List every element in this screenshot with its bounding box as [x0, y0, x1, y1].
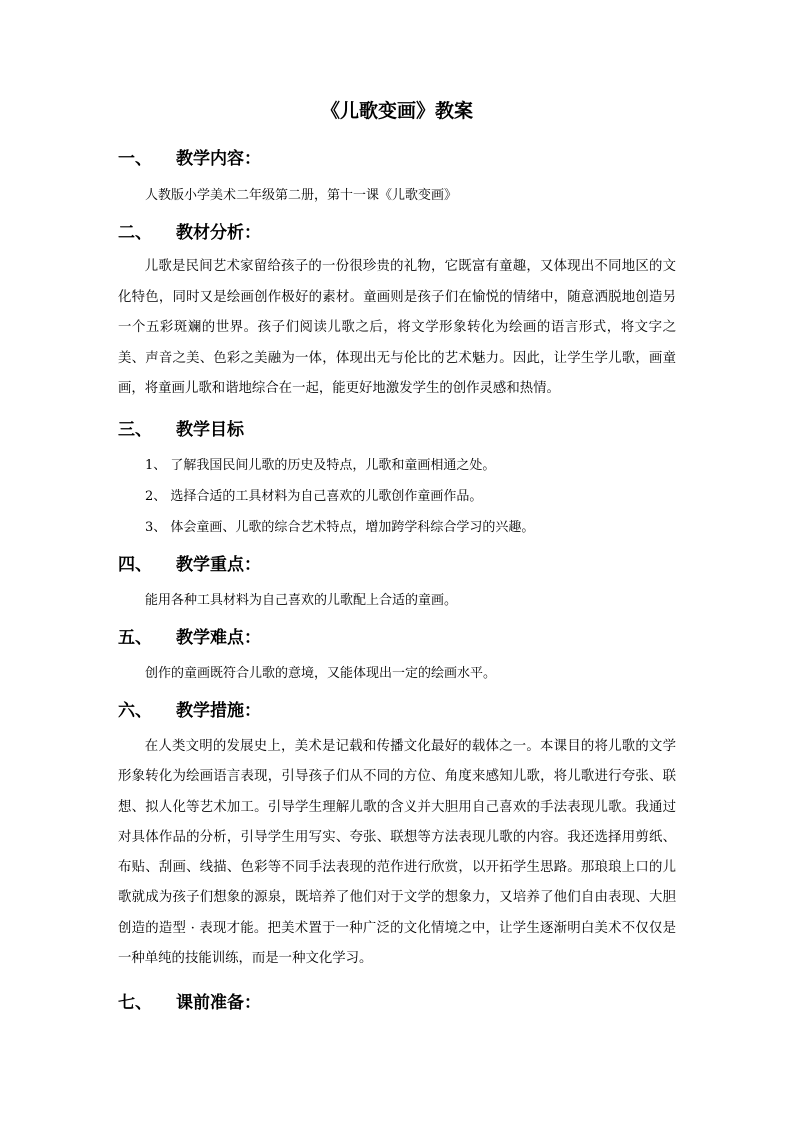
section-heading-goals — [118, 419, 244, 441]
section-paragraph: 儿歌是民间艺术家留给孩子的一份很珍贵的礼物，它既富有童趣，又体现出不同地区的文化特色，同时又是绘画创作极好的素材。童画则是孩子们在愉悦的情绪中，随意洒脱地创造另一个五彩斑斓的世界。孩子们阅读儿歌之后，将文学形象转化为绘画的语言形式，将文字之美、声音之美、色彩之美融为一体，体现出无与伦比的艺术魅力。因此，让学生学儿歌，画童画，将童画儿歌和谐地综合在一起，能更好地激发学生的创作灵感和热情。 — [118, 259, 676, 396]
section-text-line: 能用各种工具材料为自己喜欢的儿歌配上合适的童画。 — [145, 593, 458, 608]
section-heading-keypoints — [118, 554, 261, 576]
section-heading-difficulties — [118, 627, 261, 649]
section-title: 教学措施： — [176, 701, 261, 721]
section-heading-preparation — [118, 992, 261, 1014]
section-heading-content — [118, 148, 261, 170]
section-title: 教学重点： — [176, 555, 261, 575]
section-number: 三、 — [118, 420, 152, 440]
section-number: 一、 — [118, 149, 152, 169]
section-text-line: 创作的童画既符合儿歌的意境，又能体现出一定的绘画水平。 — [145, 666, 497, 681]
document-title: 《儿歌变画》教案 — [320, 100, 473, 122]
section-number: 六、 — [118, 701, 152, 721]
section-paragraph: 在人类文明的发展史上，美术是记载和传播文化最好的载体之一。本课目的将儿歌的文学形象转化为绘画语言表现，引导孩子们从不同的方位、角度来感知儿歌，将儿歌进行夸张、联想、拟人化等艺术加工。引导学生理解儿歌的含义并大胆用自己喜欢的手法表现儿歌。我通过对具体作品的分析，引导学生用写实、夸张、联想等方法表现儿歌的内容。我还选择用剪纸、布贴、刮画、线描、色彩等不同手法表现的范作进行欣赏，以开拓学生思路。那琅琅上口的儿歌就成为孩子们想象的源泉，既培养了他们对于文学的想象力，又培养了他们自由表现、大胆创造的造型 · 表现才能。把美术置于一种广泛的文化情境之中，让学生逐渐明白美术不仅仅是一种单纯的技能训练，而是一种文化学习。 — [118, 739, 676, 967]
section-title: 教学目标 — [176, 420, 244, 440]
section-heading-measures — [118, 700, 261, 722]
section-title: 教材分析： — [176, 223, 261, 243]
section-heading-analysis — [118, 222, 261, 244]
section-title: 教学难点： — [176, 628, 261, 648]
section-text-line: 人教版小学美术二年级第二册，第十一课《儿歌变画》 — [145, 188, 458, 203]
section-title: 课前准备： — [176, 993, 261, 1013]
section-number: 四、 — [118, 555, 152, 575]
goal-list-item: 2、 选择合适的工具材料为自己喜欢的儿歌创作童画作品。 — [145, 489, 483, 504]
goal-list-item: 3、 体会童画、儿歌的综合艺术特点，增加跨学科综合学习的兴趣。 — [145, 520, 535, 535]
section-number: 七、 — [118, 993, 152, 1013]
section-title: 教学内容： — [176, 149, 261, 169]
goal-list-item: 1、 了解我国民间儿歌的历史及特点，儿歌和童画相通之处。 — [145, 458, 496, 473]
section-number: 二、 — [118, 223, 152, 243]
section-number: 五、 — [118, 628, 152, 648]
